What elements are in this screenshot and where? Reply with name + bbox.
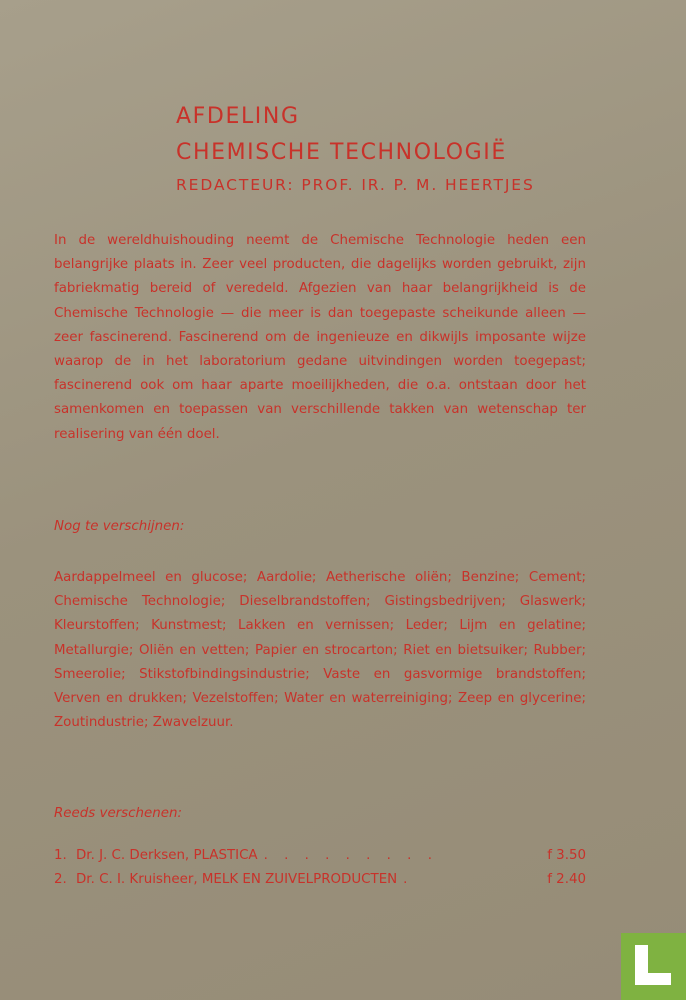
intro-paragraph: In de wereldhuishouding neemt de Chemische Technologie heden een belangrijke plaats in. Zeer veel producten, die dagelijks worden gebruikt, zijn fabriekmatig bereid of veredeld. Afgezien van haar belangrijkheid is de Chemische Technologie — die meer is dan toegepaste scheikunde alleen — zeer fascinerend. Fascinerend om de ingenieuze en dikwijls imposante wijze waarop de in het laboratorium gedane uitvindingen worden toegepast; fascinerend ook om haar aparte moeilijkheden, die o.a. ontstaan door het samenkomen en toepassen van verschillende takken van wetenschap ter realisering van één doel. xyxy=(54,233,586,442)
published-label: Reeds verschenen: xyxy=(54,806,182,821)
section-heading: AFDELING xyxy=(176,104,300,129)
leader-dots: . xyxy=(403,872,414,887)
editor-line: REDACTEUR: PROF. IR. P. M. HEERTJES xyxy=(176,176,535,194)
leader-dots: . . . . . . . . . xyxy=(263,848,438,863)
item-title: Dr. J. C. Derksen, PLASTICA xyxy=(76,848,258,863)
logo-letter-shape xyxy=(635,945,671,985)
item-title: Dr. C. I. Kruisheer, MELK EN ZUIVELPRODUCTEN xyxy=(76,872,398,887)
published-item xyxy=(54,872,586,887)
upcoming-list: Aardappelmeel en glucose; Aardolie; Aetherische oliën; Benzine; Cement; Chemische Technologie; Dieselbrandstoffen; Gistingsbedrijven; Glaswerk; Kleurstoffen; Kunstmest; Lakken en vernissen; Leder; Lijm en gelatine; Metallurgie; Oliën en vetten; Papier en strocarton; Riet en bietsuiker; Rubber; Smeerolie; Stikstofbindingsindustrie; Vaste en gasvormige brandstoffen; Verven en drukken; Vezelstoffen; Water en waterreiniging; Zeep en glycerine; Zoutindustrie; Zwavelzuur. xyxy=(54,570,586,731)
item-price: f 2.40 xyxy=(547,872,586,887)
published-item xyxy=(54,848,586,863)
upcoming-label: Nog te verschijnen: xyxy=(54,519,185,534)
green-square-L-logo-icon xyxy=(621,933,686,1000)
item-number: 2. xyxy=(54,872,67,887)
item-number: 1. xyxy=(54,848,67,863)
item-price: f 3.50 xyxy=(547,848,586,863)
section-title: CHEMISCHE TECHNOLOGIË xyxy=(176,140,507,165)
